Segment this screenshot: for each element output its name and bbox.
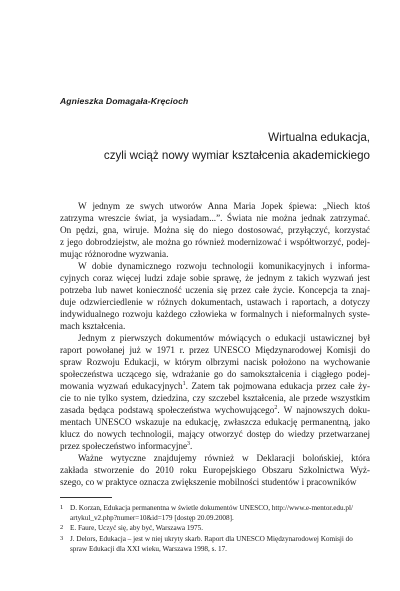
footnote-line [60, 503, 375, 513]
body-line-text [60, 428, 370, 440]
body-line [60, 404, 370, 416]
body-line [60, 344, 370, 356]
body-line [60, 440, 370, 452]
body-line [60, 200, 370, 212]
chapter-title-line-2: czyli wciąż nowy wymiar kształcenia akademickiego [103, 149, 370, 162]
body-text-run: zakłada stworzenie do 2010 roku Europejskiego Obszaru Szkolnictwa Wyż- [60, 465, 370, 475]
body-line [60, 356, 370, 368]
body-line-text [60, 416, 370, 428]
body-text-run: indywidualnego rozwoju każdego człowieka w formalnych i nieformalnych syste- [60, 309, 370, 319]
body-line-text [60, 248, 168, 260]
body-text-run: zasada będąca podstawą społeczeństwa wychowującego [60, 405, 275, 415]
body-text-run: raport powołanej już w 1971 r. przez UNESCO Międzynarodowej Komisji do [60, 345, 370, 355]
body-text-run: . [190, 441, 193, 451]
body-line-text [60, 392, 370, 404]
body-text-run: On pędzi, gna, wiruje. Można się do niego dostosować, przyłączyć, korzystać [60, 225, 370, 235]
body-line-text [60, 344, 370, 356]
body-text-run: przez społeczeństwo informacyjne [60, 441, 188, 451]
body-line [60, 368, 370, 380]
body-line [60, 416, 370, 428]
body-text-run: mowania wyzwań edukacyjnych [60, 381, 183, 391]
body-text-run: cyjnych coraz więcej ludzi zdaje sobie sprawę, że jednym z takich wyzwań jest [60, 273, 370, 283]
body-text-run: mach kształcenia. [60, 321, 126, 331]
body-line-text [78, 260, 370, 272]
body-line-text [60, 464, 370, 476]
footnote-number: 3 [60, 534, 64, 542]
body-line [60, 296, 370, 308]
body-text-run: . Zatem tak pojmowana edukacja przez całe ży- [185, 381, 371, 391]
footnote-number: 2 [60, 524, 64, 532]
body-line-text [60, 476, 356, 488]
footnote-line [60, 544, 375, 554]
body-line-text [60, 380, 370, 392]
body-line [60, 392, 370, 404]
body-text-run: zatrzyma wreszcie świat, ja wysiadam...”. Świata nie można jednak zatrzymać. [60, 213, 370, 223]
body-line-text [60, 284, 370, 296]
footnote-divider [60, 497, 112, 498]
body-line [60, 452, 370, 464]
body-line-text [78, 452, 370, 464]
body-line [60, 320, 370, 332]
body-text-run: potrzeba lub nawet konieczność uczenia się przez całe życie. Koncepcja ta znaj- [60, 285, 370, 295]
body-line [60, 272, 370, 284]
body-line-text [60, 272, 370, 284]
body-line-text [60, 236, 370, 248]
body-line-text [60, 368, 370, 380]
body-line [60, 284, 370, 296]
body-line [60, 212, 370, 224]
body-line [60, 308, 370, 320]
body-line-text [60, 440, 192, 452]
footnote-text: artykul_v2.php?numer=10&id=179 [dostęp 20.09.2008]. [70, 514, 234, 523]
body-line-text [60, 404, 370, 416]
body-line [60, 260, 370, 272]
body-line [60, 224, 370, 236]
chapter-title-line-1: Wirtualna edukacja, [268, 131, 370, 144]
body-line-text [60, 212, 370, 224]
body-line [60, 476, 370, 488]
body-line [60, 236, 370, 248]
body-text-run: W jednym ze swych utworów Anna Maria Jopek śpiewa: „Niech ktoś [78, 201, 370, 211]
footnote-text: E. Faure, Uczyć się, aby być, Warszawa 1975. [70, 524, 204, 533]
body-line-text [60, 224, 370, 236]
footnote-line [60, 513, 375, 523]
body-text-run: Ważne wytyczne znajdujemy również w Deklaracji bolońskiej, która [78, 453, 370, 463]
footnote-reference[interactable]: 2 [274, 404, 278, 411]
footnote-number: 1 [60, 504, 64, 511]
body-line-text [60, 296, 370, 308]
author-name: Agnieszka Domagała-Kręcioch [60, 96, 189, 106]
body-line-text [60, 356, 370, 368]
body-text-run: W dobie dynamicznego rozwoju technologii komunikacyjnych i informa- [78, 261, 370, 271]
body-text-run: klucz do nowych technologii, mający otworzyć dostęp do wiedzy przetwarzanej [60, 429, 370, 439]
body-text-run: spraw Rozwoju Edukacji, w którym olbrzymi nacisk położono na wychowanie [60, 357, 370, 367]
body-text-run: społeczeństwa uczącego się, wdrażanie go do samokształcenia i ciągłego podej- [60, 369, 370, 379]
body-text-run: Jednym z pierwszych dokumentów mówiących o edukacji ustawicznej był [78, 333, 370, 343]
body-line [60, 380, 370, 392]
body-text-run: mując różnorodne wyzwania. [60, 249, 169, 259]
body-text-run: . W najnowszych doku- [277, 405, 370, 415]
footnote-line [60, 534, 375, 544]
body-line-text [78, 200, 370, 212]
footnote-text: spraw Edukacji dla XXI wieku, Warszawa 1998, s. 17. [70, 544, 227, 553]
body-line-text [60, 320, 125, 332]
body-line [60, 464, 370, 476]
footnote-reference[interactable]: 1 [182, 380, 186, 387]
body-line [60, 332, 370, 344]
body-text-run: szego, co w praktyce oznacza zwiększenie mobilności studentów i pracowników [60, 477, 357, 487]
body-line [60, 248, 370, 260]
body-line-text [60, 308, 370, 320]
footnote-line [60, 523, 375, 533]
body-text-run: duje odzwierciedlenie w różnych dokumentach, ustawach i raportach, a dotyczy [60, 297, 370, 307]
footnote-text: D. Korzan, Edukacja permanentna w świetle dokumentów UNESCO, http://www.e-mentor.edu.pl/ [70, 504, 353, 512]
body-line-text [78, 332, 370, 344]
footnote-reference[interactable]: 3 [187, 440, 191, 447]
body-text-run: z jego dobrodziejstw, ale można go również modernizować i współtworzyć, podej- [60, 237, 370, 247]
body-text-run: mentach UNESCO wskazuje na edukację, zwłaszcza edukację permanentną, jako [60, 417, 370, 427]
footnote-text: J. Delors, Edukacja – jest w niej ukryty skarb. Raport dla UNESCO Międzynarodowej Komisji do [70, 534, 353, 543]
body-line [60, 428, 370, 440]
body-text-run: cie to nie tylko system, dziedzina, czy szczebel kształcenia, ale przede wszystkim [60, 393, 370, 403]
